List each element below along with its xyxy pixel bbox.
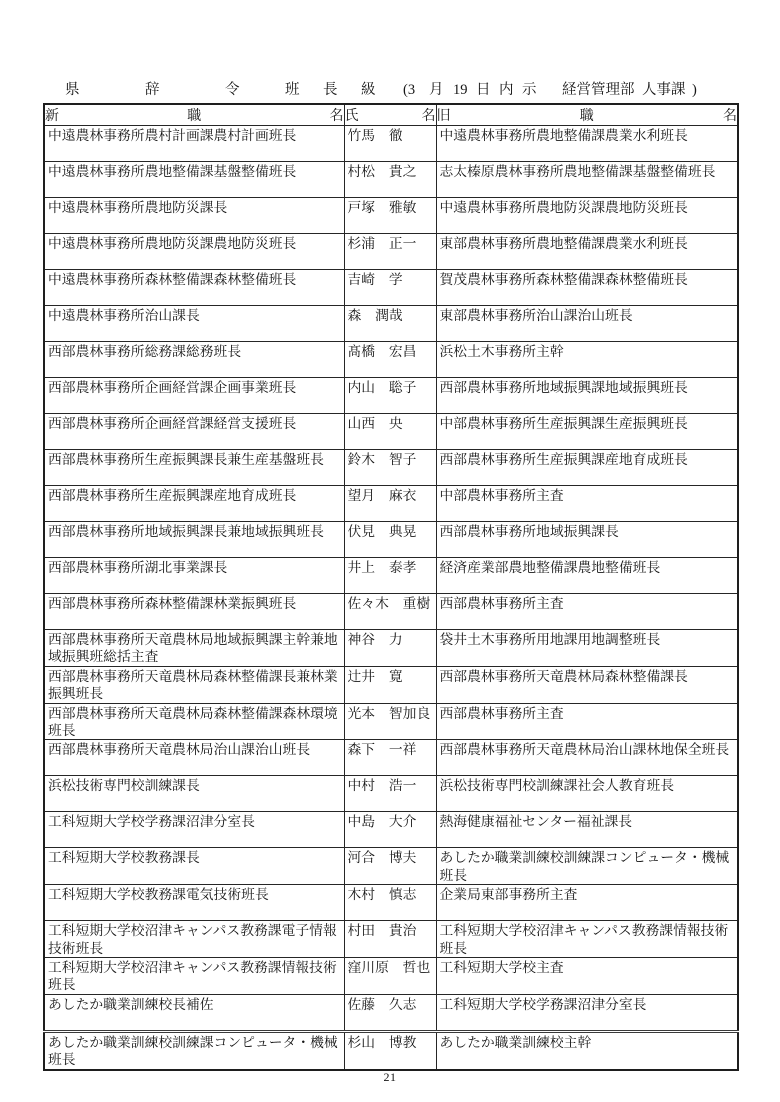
table-row [44, 594, 738, 630]
new-position-cell: 西部農林事務所天竜農林局森林整備課森林環境班長 [44, 703, 344, 740]
new-position-cell: 中遠農林事務所農地整備課基盤整備班長 [44, 162, 344, 198]
table-row [44, 306, 738, 342]
table-row [44, 812, 738, 848]
new-position-cell: 西部農林事務所生産振興課産地育成班長 [44, 486, 344, 522]
old-position-cell: 中部農林事務所主査 [436, 486, 738, 522]
new-position-cell: 工科短期大学校学務課沼津分室長 [44, 812, 344, 848]
old-position-cell: 西部農林事務所主査 [436, 703, 738, 740]
old-position-cell: 賀茂農林事務所森林整備課森林整備班長 [436, 270, 738, 306]
table-row [44, 234, 738, 270]
old-position-cell: 浜松土木事務所主幹 [436, 342, 738, 378]
name-cell: 中島 大介 [344, 812, 436, 848]
old-position-cell: 西部農林事務所地域振興課地域振興班長 [436, 378, 738, 414]
table-header-row [44, 104, 738, 126]
name-cell: 佐々木 重樹 [344, 594, 436, 630]
title-segment: (3 [403, 82, 416, 98]
name-cell: 佐藤 久志 [344, 994, 436, 1031]
table-row [44, 198, 738, 234]
title-segment: 示 [522, 82, 537, 98]
title-segment: 月 [429, 82, 444, 98]
name-cell: 望月 麻衣 [344, 486, 436, 522]
name-cell: 村松 貴之 [344, 162, 436, 198]
new-position-cell: 中遠農林事務所農村計画課農村計画班長 [44, 126, 344, 162]
new-position-cell: 西部農林事務所天竜農林局森林整備課長兼林業振興班長 [44, 666, 344, 703]
title-segment: 経営管理部 [562, 82, 635, 98]
old-position-cell: 経済産業部農地整備課農地整備班長 [436, 558, 738, 594]
column-header-name: 氏名 [344, 104, 436, 126]
table-row [44, 378, 738, 414]
table-row [44, 740, 738, 776]
title-segment: 19 [453, 82, 468, 98]
name-cell: 内山 聡子 [344, 378, 436, 414]
title-segment: 辞 [145, 82, 160, 98]
table-row [44, 776, 738, 812]
name-cell: 戸塚 雅敏 [344, 198, 436, 234]
table-row [44, 666, 738, 703]
new-position-cell: 西部農林事務所総務課総務班長 [44, 342, 344, 378]
old-position-cell: あしたか職業訓練校主幹 [436, 1031, 738, 1069]
table-row [44, 994, 738, 1031]
name-cell: 杉浦 正一 [344, 234, 436, 270]
table-row [44, 414, 738, 450]
old-position-cell: あしたか職業訓練校訓練課コンピュータ・機械班長 [436, 848, 738, 885]
new-position-cell: 中遠農林事務所森林整備課森林整備班長 [44, 270, 344, 306]
old-position-cell: 西部農林事務所地域振興課長 [436, 522, 738, 558]
name-cell: 村田 貴治 [344, 921, 436, 958]
table-row [44, 162, 738, 198]
page-number: 21 [383, 1070, 397, 1084]
title-segment: 人事課 [642, 82, 686, 98]
name-cell: 吉崎 学 [344, 270, 436, 306]
table-row [44, 342, 738, 378]
new-position-cell: 西部農林事務所森林整備課林業振興班長 [44, 594, 344, 630]
name-cell: 伏見 典晃 [344, 522, 436, 558]
new-position-cell: 西部農林事務所企画経営課経営支援班長 [44, 414, 344, 450]
name-cell: 神谷 力 [344, 630, 436, 667]
table-row [44, 1031, 738, 1069]
name-cell: 辻井 寛 [344, 666, 436, 703]
new-position-cell: 工科短期大学校沼津キャンパス教務課電子情報技術班長 [44, 921, 344, 958]
old-position-cell: 袋井土木事務所用地課用地調整班長 [436, 630, 738, 667]
title-segment: 班 [285, 82, 300, 98]
name-cell: 河合 博夫 [344, 848, 436, 885]
name-cell: 光本 智加良 [344, 703, 436, 740]
new-position-cell: 西部農林事務所天竜農林局地域振興課主幹兼地域振興班総括主査 [44, 630, 344, 667]
name-cell: 山西 央 [344, 414, 436, 450]
new-position-cell: 西部農林事務所地域振興課長兼地域振興班長 [44, 522, 344, 558]
new-position-cell: 西部農林事務所企画経営課企画事業班長 [44, 378, 344, 414]
title-segment: 級 [361, 82, 376, 98]
new-position-cell: 工科短期大学校沼津キャンパス教務課情報技術班長 [44, 958, 344, 995]
old-position-cell: 西部農林事務所天竜農林局森林整備課長 [436, 666, 738, 703]
title-segment: 日 [476, 82, 491, 98]
old-position-cell: 中遠農林事務所農地整備課農業水利班長 [436, 126, 738, 162]
new-position-cell: 西部農林事務所天竜農林局治山課治山班長 [44, 740, 344, 776]
table-row [44, 921, 738, 958]
name-cell: 竹馬 徹 [344, 126, 436, 162]
new-position-cell: 西部農林事務所生産振興課長兼生産基盤班長 [44, 450, 344, 486]
table-row [44, 270, 738, 306]
old-position-cell: 西部農林事務所天竜農林局治山課林地保全班長 [436, 740, 738, 776]
old-position-cell: 西部農林事務所生産振興課産地育成班長 [436, 450, 738, 486]
new-position-cell: 工科短期大学校教務課長 [44, 848, 344, 885]
new-position-cell: 浜松技術専門校訓練課長 [44, 776, 344, 812]
new-position-cell: 中遠農林事務所農地防災課農地防災班長 [44, 234, 344, 270]
table-row [44, 630, 738, 667]
old-position-cell: 工科短期大学校学務課沼津分室長 [436, 994, 738, 1031]
table-row [44, 848, 738, 885]
name-cell: 森 潤哉 [344, 306, 436, 342]
name-cell: 髙橋 宏昌 [344, 342, 436, 378]
table-row [44, 958, 738, 995]
name-cell: 木村 慎志 [344, 885, 436, 921]
title-segment: 内 [499, 82, 514, 98]
new-position-cell: 西部農林事務所湖北事業課長 [44, 558, 344, 594]
name-cell: 中村 浩一 [344, 776, 436, 812]
name-cell: 森下 一祥 [344, 740, 436, 776]
old-position-cell: 浜松技術専門校訓練課社会人教育班長 [436, 776, 738, 812]
old-position-cell: 熱海健康福祉センター福祉課長 [436, 812, 738, 848]
name-cell: 窪川原 哲也 [344, 958, 436, 995]
table-row [44, 558, 738, 594]
new-position-cell: 中遠農林事務所農地防災課長 [44, 198, 344, 234]
table-row [44, 522, 738, 558]
old-position-cell: 東部農林事務所治山課治山班長 [436, 306, 738, 342]
old-position-cell: 志太榛原農林事務所農地整備課基盤整備班長 [436, 162, 738, 198]
name-cell: 鈴木 智子 [344, 450, 436, 486]
name-cell: 杉山 博教 [344, 1031, 436, 1069]
new-position-cell: 工科短期大学校教務課電気技術班長 [44, 885, 344, 921]
title-segment: 長 [323, 82, 338, 98]
table-row [44, 885, 738, 921]
old-position-cell: 中部農林事務所生産振興課生産振興班長 [436, 414, 738, 450]
name-cell: 井上 泰孝 [344, 558, 436, 594]
column-header-new-position: 新職名 [44, 104, 344, 126]
old-position-cell: 中遠農林事務所農地防災課農地防災班長 [436, 198, 738, 234]
old-position-cell: 工科短期大学校沼津キャンパス教務課情報技術班長 [436, 921, 738, 958]
title-segment: 県 [65, 82, 80, 98]
new-position-cell: 中遠農林事務所治山課長 [44, 306, 344, 342]
table-row [44, 703, 738, 740]
table-row [44, 126, 738, 162]
new-position-cell: あしたか職業訓練校訓練課コンピュータ・機械班長 [44, 1031, 344, 1069]
title-segment: ) [692, 82, 697, 98]
table-row [44, 486, 738, 522]
table-row [44, 450, 738, 486]
document-title [0, 81, 780, 101]
column-header-old-position: 旧職名 [436, 104, 738, 126]
old-position-cell: 企業局東部事務所主査 [436, 885, 738, 921]
title-segment: 令 [225, 82, 240, 98]
old-position-cell: 東部農林事務所農地整備課農業水利班長 [436, 234, 738, 270]
old-position-cell: 西部農林事務所主査 [436, 594, 738, 630]
personnel-transfer-table [43, 103, 739, 1071]
old-position-cell: 工科短期大学校主査 [436, 958, 738, 995]
new-position-cell: あしたか職業訓練校長補佐 [44, 994, 344, 1031]
